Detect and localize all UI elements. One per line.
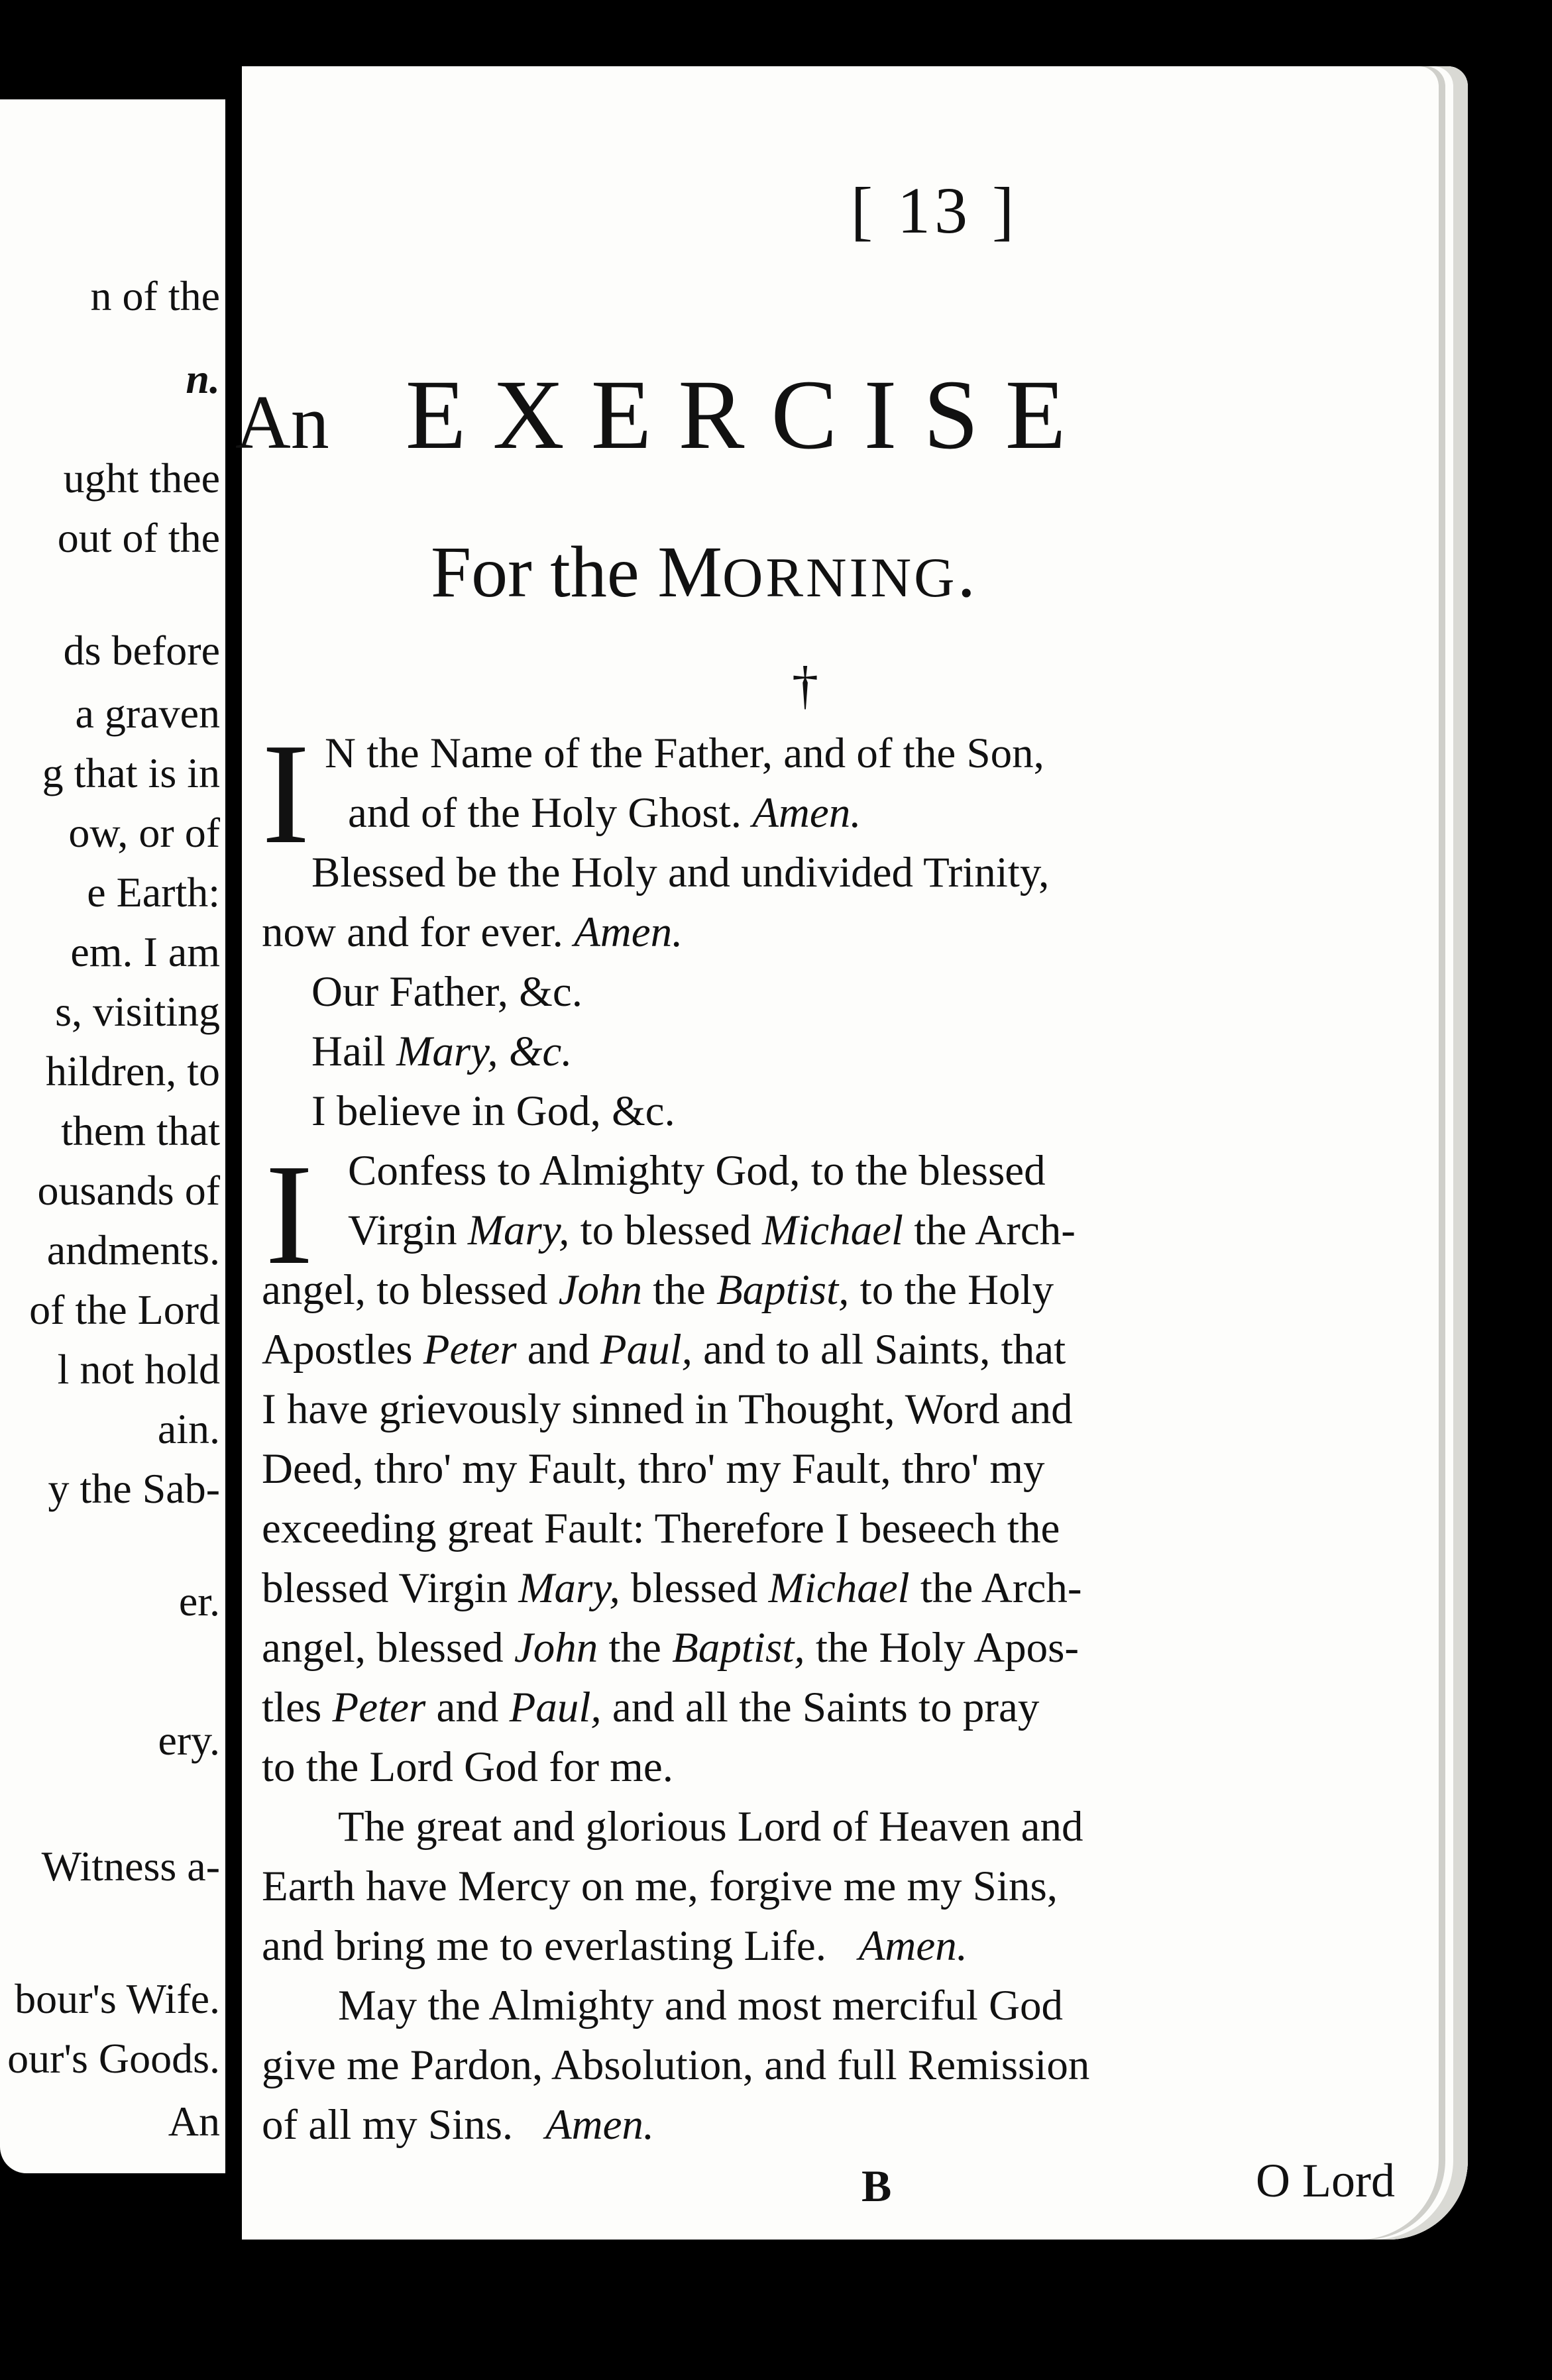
text-line: Confess to Almighty God, to the blessed [348, 1147, 1046, 1195]
text-line: and bring me to everlasting Life. Amen. [262, 1922, 968, 1970]
left-line: An [168, 2098, 220, 2145]
text-line: Earth have Mercy on me, forgive me my Sins, [262, 1863, 1058, 1910]
left-line: l not hold [57, 1346, 220, 1393]
left-line: ow, or of [68, 809, 220, 856]
text-line: angel, blessed John the Baptist, the Holy Apos- [262, 1624, 1080, 1672]
left-line: y the Sab- [48, 1465, 220, 1512]
text-line: blessed Virgin Mary, blessed Michael the Arch- [262, 1564, 1082, 1612]
text-line: Virgin Mary, to blessed Michael the Arch- [348, 1207, 1076, 1254]
left-line: n of the [90, 272, 220, 319]
left-line: ught thee [63, 455, 220, 502]
left-line: g that is in [42, 749, 220, 796]
text-line: to the Lord God for me. [262, 1743, 673, 1791]
text-line: of all my Sins. Amen. [262, 2101, 655, 2149]
left-line: a graven [75, 690, 220, 737]
page-subtitle: For the MORNING. [431, 531, 976, 612]
left-line: Witness a- [41, 1843, 220, 1890]
text-line: Deed, thro' my Fault, thro' my Fault, thro' my [262, 1445, 1045, 1493]
text-line: tles Peter and Paul, and all the Saints to pray [262, 1684, 1040, 1731]
text-line: Apostles Peter and Paul, and to all Saints, that [262, 1326, 1066, 1374]
previous-page-fragment [0, 99, 225, 2173]
main-page [235, 66, 1468, 2240]
left-line: ousands of [37, 1167, 220, 1214]
drop-cap: I [262, 714, 310, 874]
left-line: bour's Wife. [15, 1975, 220, 2022]
cross-icon: † [792, 657, 818, 715]
text-line: N the Name of the Father, and of the Son, [325, 730, 1044, 777]
text-line: exceeding great Fault: Therefore I beseech the [262, 1505, 1060, 1552]
text-line: The great and glorious Lord of Heaven and [338, 1803, 1083, 1851]
left-line: of the Lord [29, 1286, 220, 1333]
page-number: [ 13 ] [850, 174, 1019, 247]
text-line: Hail Mary, &c. [311, 1028, 573, 1075]
drop-cap: I [265, 1135, 313, 1295]
left-line: e Earth: [87, 869, 220, 916]
text-line: May the Almighty and most merciful God [338, 1982, 1064, 2029]
text-line: give me Pardon, Absolution, and full Remission [262, 2041, 1090, 2089]
left-line: s, visiting [55, 988, 220, 1035]
left-line: ds before [63, 627, 220, 674]
page-title [235, 358, 1092, 472]
left-line: ery. [158, 1717, 220, 1764]
text-line: now and for ever. Amen. [262, 908, 683, 956]
left-line: em. I am [70, 928, 220, 975]
left-line: our's Goods. [7, 2035, 220, 2082]
signature-mark: B [861, 2161, 892, 2211]
text-line: angel, to blessed John the Baptist, to the Holy [262, 1266, 1054, 1314]
left-line: andments. [46, 1226, 220, 1273]
left-line: out of the [57, 514, 220, 561]
left-line: er. [178, 1578, 220, 1625]
left-line: hildren, to [45, 1048, 220, 1095]
text-line: and of the Holy Ghost. Amen. [348, 789, 861, 837]
text-line: I have grievously sinned in Thought, Word and [262, 1385, 1073, 1433]
title-article: An [235, 380, 329, 465]
left-line: ain. [157, 1405, 220, 1452]
text-line: I believe in God, &c. [311, 1087, 675, 1135]
left-line: n. [186, 355, 220, 402]
catch-word: O Lord [1256, 2154, 1395, 2207]
left-line: them that [61, 1107, 220, 1154]
title-word: EXERCISE [405, 360, 1093, 470]
text-line: Our Father, &c. [311, 968, 582, 1016]
text-line: Blessed be the Holy and undivided Trinity, [311, 849, 1050, 896]
